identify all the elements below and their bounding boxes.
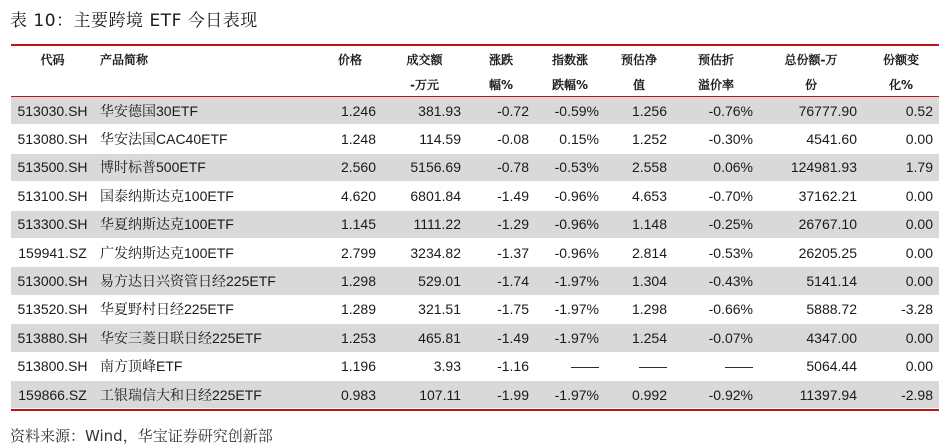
- cell-index-change: -0.53%: [535, 153, 605, 181]
- cell-name: 华安三菱日联日经225ETF: [94, 324, 318, 352]
- header-premium: 预估折: [697, 52, 734, 67]
- cell-turnover: 5156.69: [382, 153, 467, 181]
- cell-premium: -0.30%: [673, 125, 759, 153]
- cell-turnover: 3.93: [382, 352, 467, 380]
- cell-premium: -0.43%: [673, 267, 759, 295]
- cell-change: -1.49: [467, 182, 535, 210]
- cell-price: 1.196: [318, 352, 382, 380]
- cell-nav: ——: [605, 352, 673, 380]
- cell-nav: 1.252: [605, 125, 673, 153]
- etf-table-container: [11, 44, 939, 411]
- cell-change: -1.49: [467, 324, 535, 352]
- cell-change: -0.08: [467, 125, 535, 153]
- cell-shares: 5888.72: [759, 295, 863, 323]
- cell-share-change: 0.52: [863, 97, 939, 125]
- cell-code: 513520.SH: [11, 295, 94, 323]
- cell-turnover: 107.11: [382, 380, 467, 408]
- cell-index-change: -0.96%: [535, 238, 605, 266]
- cell-premium: -0.70%: [673, 182, 759, 210]
- header-premium: 溢价率: [697, 77, 734, 92]
- cell-name: 国泰纳斯达克100ETF: [94, 182, 318, 210]
- cell-code: 159866.SZ: [11, 380, 94, 408]
- cell-price: 1.253: [318, 324, 382, 352]
- cell-index-change: -0.59%: [535, 97, 605, 125]
- cell-shares: 11397.94: [759, 380, 863, 408]
- table-header: [11, 46, 939, 97]
- header-change: 涨跌: [488, 52, 513, 67]
- cell-change: -0.78: [467, 153, 535, 181]
- cell-shares: 76777.90: [759, 97, 863, 125]
- table-row: [11, 295, 939, 323]
- cell-index-change: ——: [535, 352, 605, 380]
- header-row-1: [11, 46, 939, 72]
- cell-name: 易方达日兴资管日经225ETF: [94, 267, 318, 295]
- cell-code: 513100.SH: [11, 182, 94, 210]
- header-code: 代码: [40, 52, 65, 67]
- cell-name: 南方顶峰ETF: [94, 352, 318, 380]
- cell-nav: 1.256: [605, 97, 673, 125]
- table-body: [11, 97, 939, 409]
- cell-code: 513000.SH: [11, 267, 94, 295]
- cell-turnover: 529.01: [382, 267, 467, 295]
- header-row-2: [11, 72, 939, 97]
- header-nav: 预估净: [620, 52, 657, 67]
- cell-price: 1.145: [318, 210, 382, 238]
- cell-price: 2.560: [318, 153, 382, 181]
- cell-shares: 37162.21: [759, 182, 863, 210]
- cell-name: 博时标普500ETF: [94, 153, 318, 181]
- cell-premium: -0.25%: [673, 210, 759, 238]
- cell-price: 2.799: [318, 238, 382, 266]
- header-name: 产品简称: [100, 52, 149, 67]
- header-shares: 总份额-万: [784, 52, 838, 67]
- header-code: [11, 72, 94, 97]
- header-index-change: 指数涨: [551, 52, 588, 67]
- cell-premium: -0.53%: [673, 238, 759, 266]
- cell-price: 4.620: [318, 182, 382, 210]
- header-turnover: -万元: [410, 77, 439, 92]
- cell-change: -1.37: [467, 238, 535, 266]
- cell-change: -1.29: [467, 210, 535, 238]
- cell-turnover: 321.51: [382, 295, 467, 323]
- cell-turnover: 114.59: [382, 125, 467, 153]
- cell-shares: 5141.14: [759, 267, 863, 295]
- cell-nav: 1.298: [605, 295, 673, 323]
- header-share-change: 份额变: [882, 52, 919, 67]
- header-name: [94, 72, 318, 97]
- cell-change: -1.75: [467, 295, 535, 323]
- cell-name: 华安德国30ETF: [94, 97, 318, 125]
- cell-share-change: 0.00: [863, 352, 939, 380]
- source-note: 资料来源：Wind，华宝证券研究创新部: [10, 427, 273, 445]
- table-title: 表 10：主要跨境 ETF 今日表现: [10, 11, 258, 31]
- cell-name: 工银瑞信大和日经225ETF: [94, 380, 318, 408]
- header-shares: 份: [804, 77, 817, 92]
- cell-share-change: 0.00: [863, 182, 939, 210]
- header-price: 价格: [337, 52, 362, 67]
- header-price: [318, 72, 382, 97]
- cell-shares: 26767.10: [759, 210, 863, 238]
- cell-share-change: 0.00: [863, 210, 939, 238]
- cell-nav: 2.814: [605, 238, 673, 266]
- table-row: [11, 125, 939, 153]
- cell-nav: 1.304: [605, 267, 673, 295]
- cell-index-change: -0.96%: [535, 210, 605, 238]
- cell-price: 1.289: [318, 295, 382, 323]
- cell-shares: 26205.25: [759, 238, 863, 266]
- cell-code: 513080.SH: [11, 125, 94, 153]
- cell-shares: 5064.44: [759, 352, 863, 380]
- cell-code: 513800.SH: [11, 352, 94, 380]
- cell-turnover: 3234.82: [382, 238, 467, 266]
- cell-price: 1.246: [318, 97, 382, 125]
- cell-code: 513300.SH: [11, 210, 94, 238]
- cell-share-change: 0.00: [863, 324, 939, 352]
- cell-nav: 1.148: [605, 210, 673, 238]
- header-index-change: 跌幅%: [551, 77, 589, 92]
- table-bottom-rule: [11, 409, 939, 411]
- cell-name: 华夏野村日经225ETF: [94, 295, 318, 323]
- cell-name: 广发纳斯达克100ETF: [94, 238, 318, 266]
- cell-turnover: 465.81: [382, 324, 467, 352]
- cell-index-change: -1.97%: [535, 380, 605, 408]
- header-nav: 值: [632, 77, 645, 92]
- table-row: [11, 267, 939, 295]
- cell-change: -1.16: [467, 352, 535, 380]
- cell-code: 513030.SH: [11, 97, 94, 125]
- table-row: [11, 380, 939, 408]
- cell-nav: 2.558: [605, 153, 673, 181]
- cell-index-change: -1.97%: [535, 324, 605, 352]
- cell-nav: 0.992: [605, 380, 673, 408]
- header-change: 幅%: [488, 77, 514, 92]
- table-row: [11, 352, 939, 380]
- cell-share-change: 1.79: [863, 153, 939, 181]
- header-share-change: 化%: [888, 77, 914, 92]
- table-row: [11, 210, 939, 238]
- header-turnover: 成交额: [406, 52, 443, 67]
- cell-index-change: -1.97%: [535, 267, 605, 295]
- etf-performance-table: [11, 46, 939, 409]
- cell-shares: 124981.93: [759, 153, 863, 181]
- cell-share-change: 0.00: [863, 238, 939, 266]
- cell-share-change: 0.00: [863, 125, 939, 153]
- cell-share-change: -3.28: [863, 295, 939, 323]
- cell-price: 1.298: [318, 267, 382, 295]
- cell-shares: 4541.60: [759, 125, 863, 153]
- cell-price: 0.983: [318, 380, 382, 408]
- cell-code: 159941.SZ: [11, 238, 94, 266]
- cell-nav: 1.254: [605, 324, 673, 352]
- cell-share-change: -2.98: [863, 380, 939, 408]
- cell-premium: 0.06%: [673, 153, 759, 181]
- cell-turnover: 381.93: [382, 97, 467, 125]
- table-row: [11, 182, 939, 210]
- table-row: [11, 324, 939, 352]
- cell-change: -0.72: [467, 97, 535, 125]
- table-row: [11, 153, 939, 181]
- cell-code: 513500.SH: [11, 153, 94, 181]
- table-row: [11, 238, 939, 266]
- cell-premium: -0.76%: [673, 97, 759, 125]
- cell-premium: ——: [673, 352, 759, 380]
- cell-premium: -0.92%: [673, 380, 759, 408]
- cell-price: 1.248: [318, 125, 382, 153]
- cell-index-change: -1.97%: [535, 295, 605, 323]
- cell-index-change: -0.96%: [535, 182, 605, 210]
- cell-index-change: 0.15%: [535, 125, 605, 153]
- table-row: [11, 97, 939, 125]
- cell-premium: -0.66%: [673, 295, 759, 323]
- cell-code: 513880.SH: [11, 324, 94, 352]
- cell-name: 华安法国CAC40ETF: [94, 125, 318, 153]
- cell-change: -1.74: [467, 267, 535, 295]
- cell-change: -1.99: [467, 380, 535, 408]
- cell-share-change: 0.00: [863, 267, 939, 295]
- cell-premium: -0.07%: [673, 324, 759, 352]
- cell-turnover: 1111.22: [382, 210, 467, 238]
- cell-name: 华夏纳斯达克100ETF: [94, 210, 318, 238]
- cell-shares: 4347.00: [759, 324, 863, 352]
- cell-turnover: 6801.84: [382, 182, 467, 210]
- cell-nav: 4.653: [605, 182, 673, 210]
